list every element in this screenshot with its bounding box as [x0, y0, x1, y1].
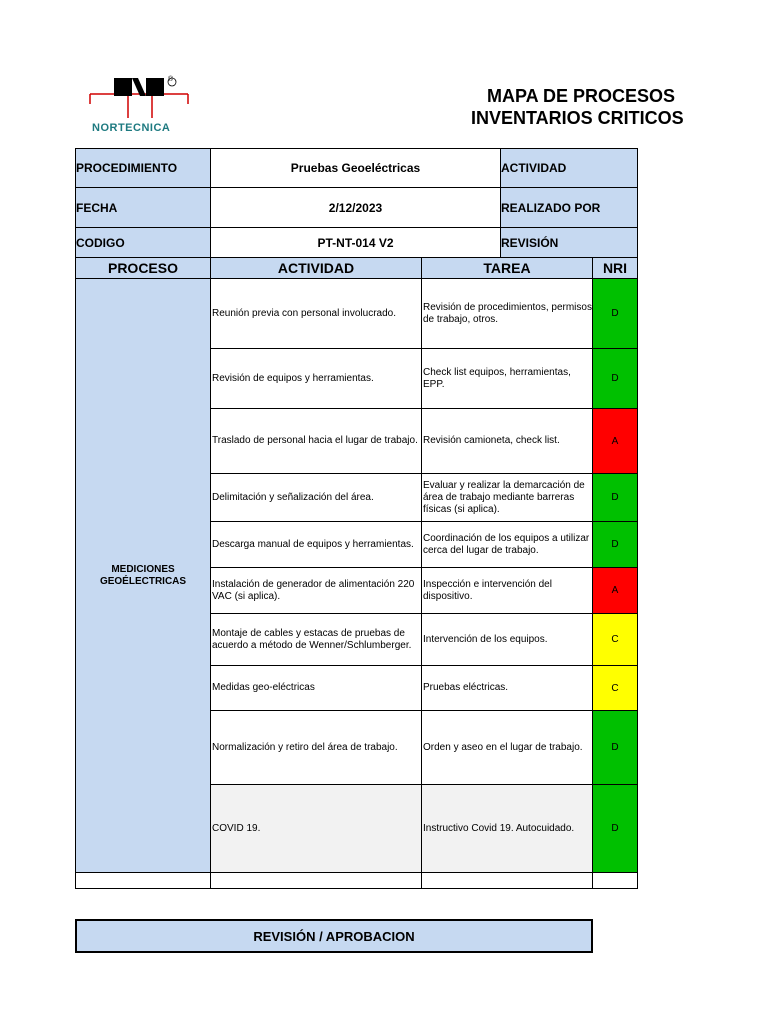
empty-cell [75, 872, 211, 889]
fecha-value: 2/12/2023 [210, 187, 501, 228]
codigo-label: CODIGO [75, 227, 211, 258]
page-title-line1: MAPA DE PROCESOS [487, 86, 676, 106]
title-clip [0, 84, 684, 132]
realizado-por-label: REALIZADO POR [500, 187, 638, 228]
tarea-cell: Revisión de procedimientos, permisos de trabajo, otros. [421, 278, 593, 349]
actividad-cell: Normalización y retiro del área de trabajo. [210, 710, 422, 785]
tarea-cell: Intervención de los equipos. [421, 613, 593, 666]
proceso-cell: MEDICIONES GEOÉLECTRICAS [75, 278, 211, 873]
revision-label: REVISIÓN [500, 227, 638, 258]
tarea-cell: Revisión camioneta, check list. [421, 408, 593, 474]
actividad-cell: Instalación de generador de alimentación 220 VAC (si aplica). [210, 567, 422, 614]
nri-badge: C [592, 665, 638, 711]
fecha-label: FECHA [75, 187, 211, 228]
actividad-cell: COVID 19. [210, 784, 422, 873]
header-actividad: ACTIVIDAD [210, 257, 422, 279]
nri-badge: A [592, 567, 638, 614]
nri-badge: C [592, 613, 638, 666]
tarea-cell: Coordinación de los equipos a utilizar cerca del lugar de trabajo. [421, 521, 593, 568]
nri-badge: A [592, 408, 638, 474]
actividad-label: ACTIVIDAD [500, 148, 638, 188]
page-title-line2: INVENTARIOS CRITICOS [471, 108, 684, 128]
procedimiento-label: PROCEDIMIENTO [75, 148, 211, 188]
nri-badge: D [592, 521, 638, 568]
codigo-value: PT-NT-014 V2 [210, 227, 501, 258]
logo-name: NORTECNICA [92, 122, 171, 134]
nri-badge: D [592, 710, 638, 785]
tarea-cell: Check list equipos, herramientas, EPP. [421, 348, 593, 409]
actividad-cell: Montaje de cables y estacas de pruebas de acuerdo a método de Wenner/Schlumberger. [210, 613, 422, 666]
tarea-cell: Orden y aseo en el lugar de trabajo. [421, 710, 593, 785]
actividad-cell: Delimitación y señalización del área. [210, 473, 422, 522]
tarea-cell: Inspección e intervención del dispositivo. [421, 567, 593, 614]
empty-cell [210, 872, 422, 889]
header-nri: NRI [592, 257, 638, 279]
header-tarea: TAREA [421, 257, 593, 279]
header-proceso: PROCESO [75, 257, 211, 279]
actividad-cell: Medidas geo-eléctricas [210, 665, 422, 711]
registered-mark: ® [168, 76, 174, 83]
nri-badge: D [592, 348, 638, 409]
empty-cell [421, 872, 593, 889]
empty-cell [592, 872, 638, 889]
procedimiento-value: Pruebas Geoeléctricas [210, 148, 501, 188]
actividad-cell: Reunión previa con personal involucrado. [210, 278, 422, 349]
actividad-cell: Revisión de equipos y herramientas. [210, 348, 422, 409]
nri-badge: D [592, 473, 638, 522]
tarea-cell: Evaluar y realizar la demarcación de área de trabajo mediante barreras físicas (si aplica). [421, 473, 593, 522]
revision-aprobacion-box: REVISIÓN / APROBACION [75, 919, 593, 953]
nri-badge: D [592, 278, 638, 349]
actividad-cell: Traslado de personal hacia el lugar de trabajo. [210, 408, 422, 474]
nri-badge: D [592, 784, 638, 873]
tarea-cell: Instructivo Covid 19. Autocuidado. [421, 784, 593, 873]
tarea-cell: Pruebas eléctricas. [421, 665, 593, 711]
actividad-cell: Descarga manual de equipos y herramientas. [210, 521, 422, 568]
